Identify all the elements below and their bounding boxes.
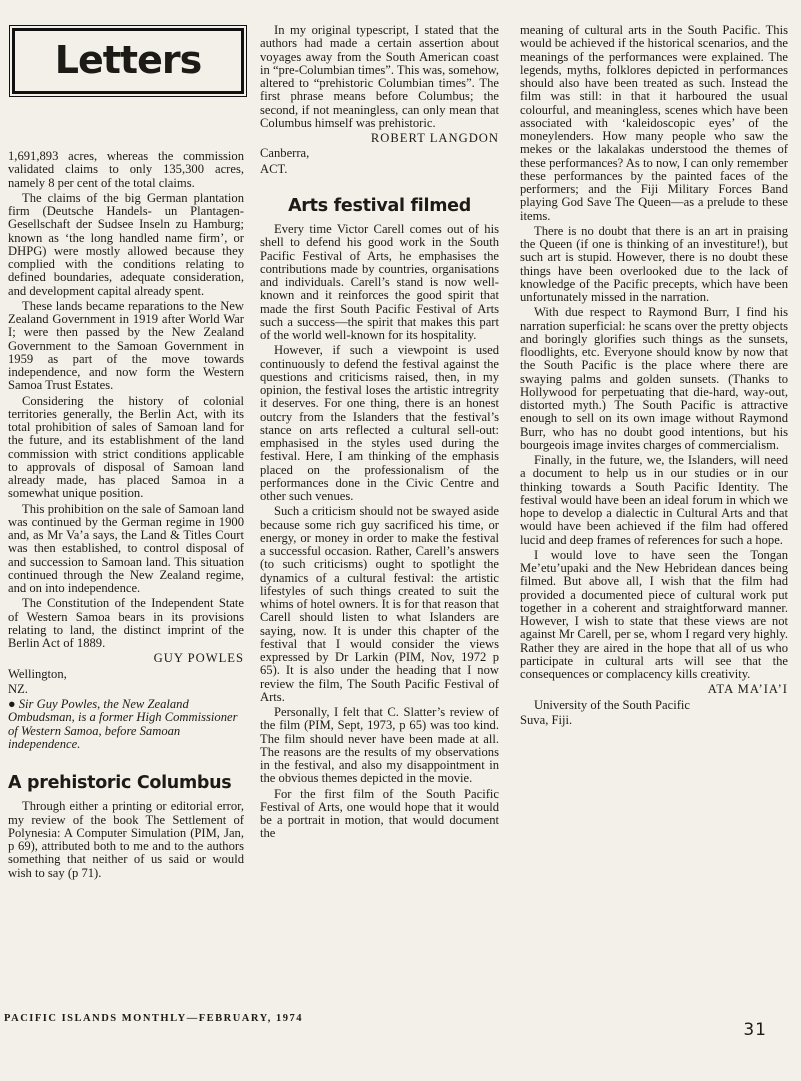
letter-signature: ATA MA’IA’I <box>707 682 788 697</box>
letter-location: Canberra, <box>260 146 310 161</box>
paragraph: With due respect to Raymond Burr, I find his narration superficial: he scans over the pretty objects and boringly glorifies such things as the sunsets, floodlights, etc. Everyone should know by now that the South Pacific is the place where there are swaying palms and golden sunsets. (Thanks to Hollywood for perpetuating that die-hard, way-out, distorted myth.) The South Pacific is attractive enough to sell on its own image without Raymond Burr, who has no doubt good intentions, but his bourgeois image invites charges of commercialism. <box>520 305 788 452</box>
paragraph: Personally, I felt that C. Slatter’s review of the film (PIM, Sept, 1973, p 65) was too kind. The film should never have been made at all. The reasons are the results of my observations in the festival, and also my disappointment in the obvious themes depicted in the movie. <box>260 705 499 786</box>
letter-location: NZ. <box>8 681 28 696</box>
paragraph: Such a criticism should not be swayed aside because some rich guy sacrificed his time, or energy, or money in order to make the festival a successful occasion. Rather, Carell’s answers (to such criticisms) ought to spotlight the dynamics of a cultural festival: the artistic lifestyles of such things created to suit the whims of hotel owners. It is for that reason that Carell should listen to what Islanders are saying, now. It is under this chapter of the festival that I would consider the views expressed by Dr Larkin (PIM, Nov, 1972 p 65). It is also under the heading that I now review the film, The South Pacific Festival of Arts. <box>260 504 499 704</box>
letter-location: Wellington, <box>8 666 67 681</box>
editor-note: ● Sir Guy Powles, the New Zealand Ombudsman, is a former High Commissioner of Western Samoa, before Samoan independence. <box>8 697 238 751</box>
letter-location: University of the South Pacific <box>534 697 690 712</box>
page-number: 31 <box>743 1020 767 1040</box>
paragraph: However, if such a viewpoint is used continuously to defend the festival against the questions and criticisms raised, then, in my opinion, the festival loses the artistic intregrity it deserves. For one thing, there is an honest outcry from the Islanders that the festival’s stance on arts reflected a cultural sell-out: emphasised in the styles used during the festival. Here, I am thinking of the emphasis placed on the professionalism of the performances done in the Civic Centre and other such venues. <box>260 343 499 503</box>
letter-location: ACT. <box>260 161 288 176</box>
column-2 <box>260 24 499 843</box>
letter-location: Suva, Fiji. <box>520 712 573 727</box>
paragraph: In my original typescript, I stated that the authors had made a certain assertion about voyages away from the South American coast in “pre-Columbian times”. This was, somehow, altered to “prehistoric Columbian times”. The first phrase means before Columbus; the second, if not meaningless, can only mean that Columbus himself was prehistoric. <box>260 23 499 130</box>
paragraph: Every time Victor Carell comes out of his shell to defend his good work in the South Pacific Festival of Arts, he emphasises the contributions made by countries, organisations and individuals. Carell’s stand is now well-known and it reinforces the good spirit that made the first South Pacific Festival of Arts such a success—the spirit that makes this part of the world well-known for its hospitality. <box>260 222 499 342</box>
paragraph: This prohibition on the sale of Samoan land was continued by the German regime in 1900 and, as Mr Va’a says, the Land & Titles Court was then established, to control disposal of and succession to Samoan land. This situation continued through the New Zealand regime, and on into independence. <box>8 501 244 595</box>
paragraph: meaning of cultural arts in the South Pacific. This would be achieved if the historical scenarios, and the meanings of the performances were explained. The legends, myths, folklores depicted in performances should also have been treated as such. Instead the film was still: in that it harboured the usual colourful, and meaningless, scenes which have been associated with ‘kaleidoscopic eyes’ of the moneylenders. How many people who saw the mekes or the lakalakas understood the themes of these performances? As to now, I can only remember these performances by the painted faces of the performers; and the Fiji Military Forces Band playing God Save The Queen—as a prelude to these items. <box>520 23 788 223</box>
paragraph: 1,691,893 acres, whereas the commission validated claims to only 135,300 acres, namely 8 per cent of the total claims. <box>8 149 244 190</box>
page-footer: PACIFIC ISLANDS MONTHLY—FEBRUARY, 1974 <box>4 1013 303 1024</box>
paragraph: I would love to have seen the Tongan Me’etu’upaki and the New Hebridean dances being filmed. But above all, I wish that the film had provided a documented piece of cultural work put together in a coherent and straightforward manner. However, I wish to state that these views are not against Mr Carell, per se, whom I regard very highly. Rather they are aired in the hope that all of us who participate in cultural arts will see that the consequences or complacency kills creativity. <box>520 547 788 681</box>
article-heading: Arts festival filmed <box>288 195 471 216</box>
paragraph: Finally, in the future, we, the Islanders, will need a document to help us in our studies or in our thinking towards a South Pacific Identity. The festival would have been an ideal forum in which we hope to develop a dialectic in Cultural Arts and that would have been achieved if the film had offered lucid and deep frames of references for such a hope. <box>520 453 788 547</box>
article-heading: A prehistoric Columbus <box>8 773 232 793</box>
column-1 <box>8 24 244 882</box>
paragraph: There is no doubt that there is an art in praising the Queen (if one is thinking of an investiture!), but such art is stupid. However, there is no doubt these things have been overlooked due to the lack of knowledge of the Pacific precepts, which have been unfortunately missed in the narration. <box>520 223 788 304</box>
paragraph: The claims of the big German plantation firm (Deutsche Handels- un Plantagen-Gesellschaft der Sudsee Inseln zu Hamburg; known as ‘the long handled name firm’, or DHPG) were mostly allowed because they complied with the conditions relating to defined boundaries, adequate consideration, and development capital already spent. <box>8 190 244 298</box>
letter-signature: GUY POWLES <box>153 651 244 666</box>
letter-signature: ROBERT LANGDON <box>370 131 499 145</box>
paragraph: Through either a printing or editorial error, my review of the book The Settlement of Polynesia: A Computer Simulation (PIM, Jan, p 69), attributed both to me and to the authors something that neither of us said or would wish to say (p 71). <box>8 799 244 880</box>
paragraph: The Constitution of the Independent State of Western Samoa bears in its provisions relating to land, the distinct imprint of the Berlin Act of 1889. <box>8 596 244 650</box>
paragraph: Considering the history of colonial territories generally, the Berlin Act, with its total prohibition of sales of Samoan land for the future, and its establishment of the land commission with strict conditions applicable to approvals of disposal of Samoan land already made, has placed Samoa in a somewhat unique position. <box>8 393 244 501</box>
paragraph: These lands became reparations to the New Zealand Government in 1919 after World War I; were then passed by the New Zealand Government to the Samoan Government in 1959 as part of the move towards independence, and now form the Western Samoa Trust Estates. <box>8 298 244 393</box>
column-3 <box>520 24 788 729</box>
paragraph: For the first film of the South Pacific Festival of Arts, one would hope that it would be a portrait in motion, that would document the <box>260 786 499 841</box>
section-title: Letters <box>12 28 244 94</box>
